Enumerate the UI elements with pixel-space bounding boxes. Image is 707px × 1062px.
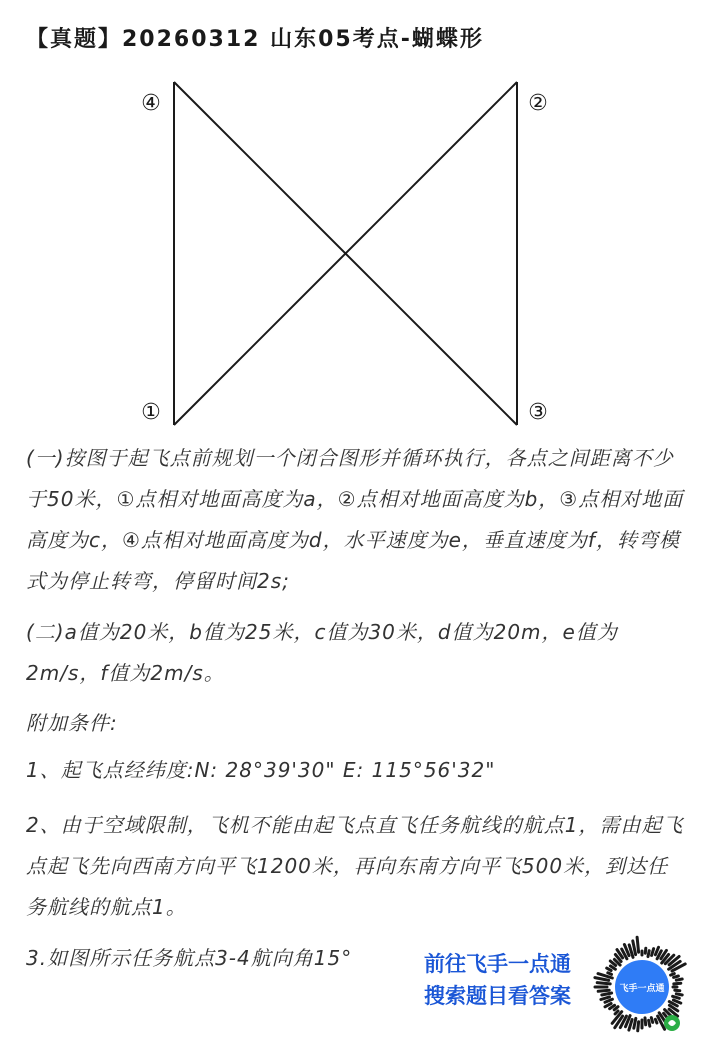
qr-ray [652,949,654,956]
qr-ray [634,1018,636,1028]
waypoint-label-3: ③ [528,400,548,425]
qr-ray [638,1022,639,1031]
qr-ray [637,937,639,952]
qr-ray [645,948,646,953]
mini-program-qr-code[interactable] [590,935,694,1039]
qr-ray [614,1007,618,1010]
promo-line-1: 前往飞手一点通 [424,952,571,976]
qr-ray [645,1018,646,1025]
qr-ray [673,996,680,998]
qr-ray [605,1004,611,1007]
qr-ray [676,979,682,980]
qr-ray [595,978,609,981]
qr-ray [597,983,610,984]
promo-text[interactable] [424,948,571,1012]
qr-ray [673,1000,680,1003]
qr-ray [608,973,612,975]
qr-center-label: 飞手一点通 [619,984,665,994]
qr-ray [671,974,675,976]
qr-ray [607,968,611,970]
condition-1: 1、起飞点经纬度:N: 28°39'30" E: 115°56'32" [26,758,496,782]
task-paragraph-1: (一)按图于起飞点前规划一个闭合图形并循环执行，各点之间距离不少于50米，①点相对地面高度为a，②点相对地面高度为b，③点相对地面高度为c，④点相对地面高度为d，水平速度为e，垂直速度为f，转弯模式为停止转弯，停留时间2s; [26,446,684,593]
qr-ray [655,947,658,954]
qr-ray [602,993,612,995]
qr-ray [633,941,636,955]
qr-ray [648,951,649,957]
qr-ray [676,994,682,995]
additional-conditions-heading: 附加条件: [26,711,118,735]
qr-ray [615,1011,618,1014]
qr-ray [651,1018,652,1023]
qr-ray [605,999,612,1002]
qr-ray [601,997,610,1000]
qr-ray [674,983,681,984]
promo-line-2: 搜索题目看答案 [424,984,571,1008]
page-title: 【真题】20260312 山东05考点-蝴蝶形 [26,27,484,52]
qr-ray [675,990,680,991]
condition-3: 3.如图所示任务航点3-4航向角15° [26,946,353,970]
condition-2: 2、由于空域限制，飞机不能由起飞点直飞任务航线的航点1，需由起飞点起飞先向西南方向平飞1200米，再向东南方向平飞500米，到达任务航线的航点1。 [26,813,684,919]
waypoint-label-1: ① [141,400,161,425]
butterfly-route-diagram [0,0,707,440]
task-paragraph-2: (二)a值为20米，b值为25米，c值为30米，d值为20m，e值为2m/s，f值为2m/s。 [26,620,618,685]
qr-ray [655,1019,657,1023]
qr-ray [598,990,609,991]
waypoint-label-4: ④ [141,91,161,116]
waypoint-label-2: ② [528,91,548,116]
qr-ray [674,976,679,977]
qr-ray [649,1020,650,1026]
